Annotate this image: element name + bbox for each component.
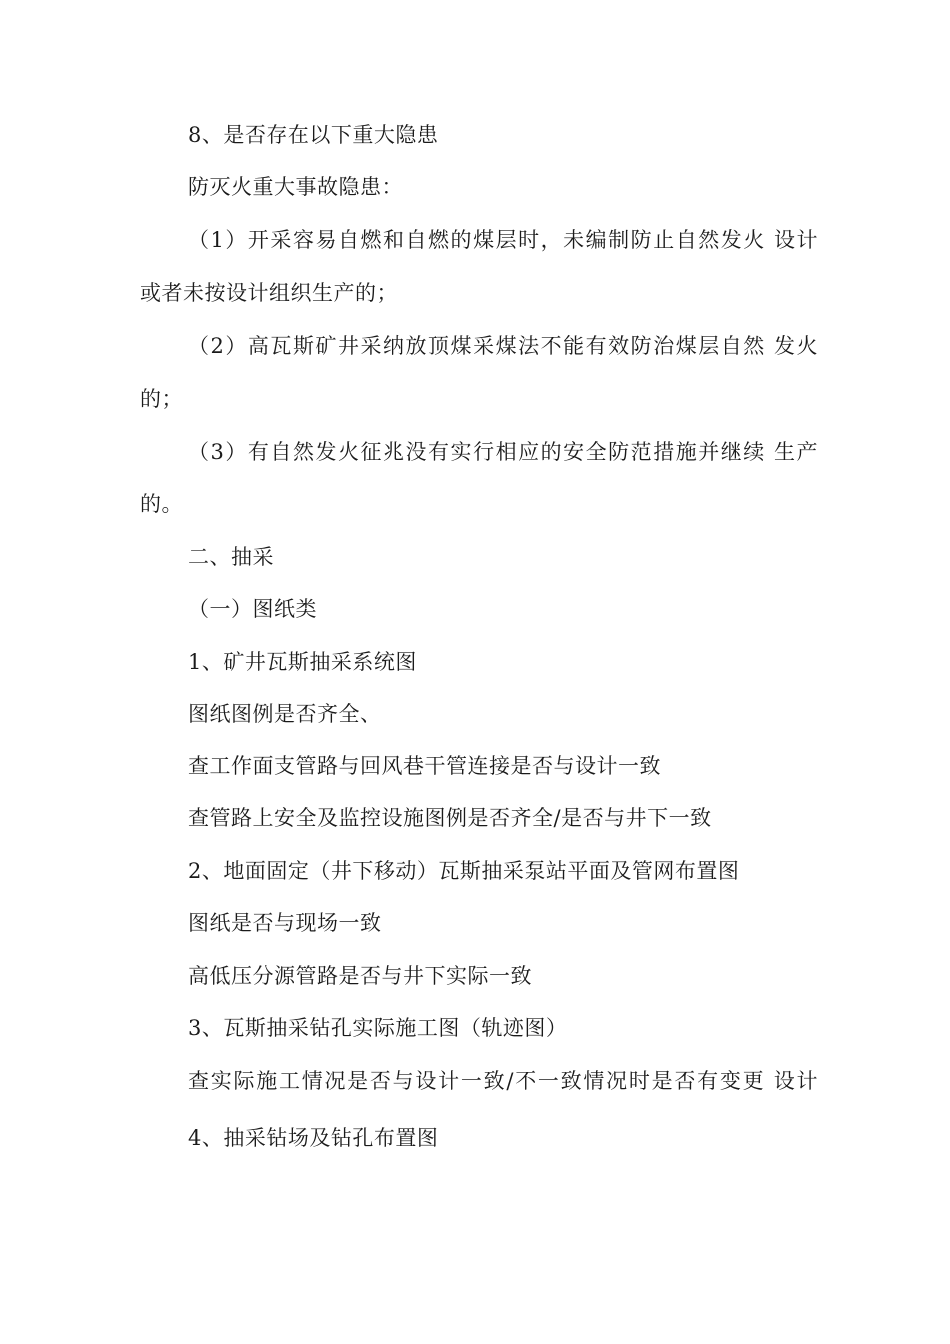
paragraph-3-line-2: 的。 <box>140 492 183 516</box>
item-3-heading: 3、瓦斯抽采钻孔实际施工图（轨迹图） <box>188 1016 568 1040</box>
section-heading-extraction: 二、抽采 <box>188 545 274 569</box>
item-3-check-1: 查实际施工情况是否与设计一致/不一致情况时是否有变更 设计 <box>188 1069 818 1093</box>
paragraph-1-line-1: （1）开采容易自燃和自燃的煤层时，未编制防止自然发火 设计 <box>188 228 818 252</box>
paragraph-2-line-1: （2）高瓦斯矿井采纳放顶煤采煤法不能有效防治煤层自然 发火 <box>188 334 818 358</box>
item-1-check-2: 查工作面支管路与回风巷干管连接是否与设计一致 <box>188 754 661 778</box>
item-2-heading: 2、地面固定（井下移动）瓦斯抽采泵站平面及管网布置图 <box>188 859 740 883</box>
item-4-heading: 4、抽采钻场及钻孔布置图 <box>188 1126 439 1150</box>
item-2-check-1: 图纸是否与现场一致 <box>188 911 382 935</box>
paragraph-1-line-2: 或者未按设计组织生产的； <box>140 281 398 305</box>
item-1-check-1: 图纸图例是否齐全、 <box>188 702 382 726</box>
subsection-drawings: （一）图纸类 <box>188 597 317 621</box>
paragraph-3-line-1: （3）有自然发火征兆没有实行相应的安全防范措施并继续 生产 <box>188 440 818 464</box>
item-1-heading: 1、矿井瓦斯抽采系统图 <box>188 650 417 674</box>
subheading-fire-prevention: 防灭火重大事故隐患： <box>188 175 403 199</box>
item-2-check-2: 高低压分源管路是否与井下实际一致 <box>188 964 532 988</box>
item-1-check-3: 查管路上安全及监控设施图例是否齐全/是否与井下一致 <box>188 806 712 830</box>
paragraph-2-line-2: 的； <box>140 387 183 411</box>
heading-item-8: 8、是否存在以下重大隐患 <box>188 123 439 147</box>
